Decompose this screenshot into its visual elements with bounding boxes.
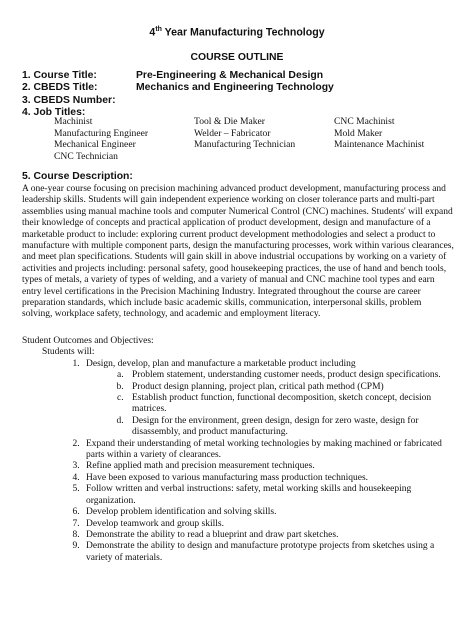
- outcome-item: 2. Expand their understanding of metal working technologies by making machined or fabricated parts within a variety of clearances.: [82, 439, 454, 462]
- outcome-subitem: c. Establish product function, functional decomposition, sketch concept, decision matrices.: [126, 393, 454, 416]
- field-value: Pre-Engineering & Mechanical Design: [136, 70, 324, 81]
- job-title: Machinist: [54, 116, 93, 127]
- outcome-subitem: b. Product design planning, project plan, critical path method (CPM): [126, 382, 454, 393]
- field-value: Mechanics and Engineering Technology: [136, 82, 334, 94]
- job-title: Maintenance Machinist: [334, 139, 425, 151]
- outcome-item: 3. Refine applied math and precision measurement techniques.: [82, 461, 454, 472]
- outcome-subitem: d. Design for the environment, green design, design for zero waste, design for disassembly, and product manufacturing.: [126, 416, 454, 439]
- document-title: [0, 26, 474, 39]
- job-title: [334, 151, 424, 163]
- title-prefix: 4: [149, 26, 156, 39]
- field-cbeds-title: [22, 82, 334, 94]
- job-title: Tool & Die Maker: [194, 116, 265, 127]
- job-row: [54, 128, 424, 140]
- job-title: CNC Machinist: [334, 116, 395, 127]
- field-label: 2. CBEDS Title:: [22, 82, 98, 94]
- job-title: Mechanical Engineer: [54, 139, 136, 151]
- job-titles-table: [54, 116, 424, 162]
- title-text: Year Manufacturing Technology: [161, 26, 325, 39]
- title-superscript: th: [155, 26, 162, 33]
- outcome-item: 4. Have been exposed to various manufacturing mass production techniques.: [82, 473, 454, 484]
- outcome-item: 7. Develop teamwork and group skills.: [82, 519, 454, 530]
- course-outline-heading: COURSE OUTLINE: [190, 52, 284, 63]
- field-label: 4. Job Titles:: [22, 107, 86, 119]
- field-label: 1. Course Title:: [22, 70, 97, 81]
- field-label: 3. CBEDS Number:: [22, 94, 116, 106]
- job-title: Manufacturing Engineer: [54, 127, 149, 139]
- field-course-title: [22, 70, 334, 82]
- outcome-text: Design, develop, plan and manufacture a marketable product including: [86, 358, 356, 369]
- outcome-item: [82, 359, 454, 439]
- outcomes-heading: Student Outcomes and Objectives:: [22, 336, 154, 346]
- outcome-sublist: [86, 370, 454, 438]
- course-description-heading: 5. Course Description:: [22, 171, 133, 182]
- job-title: CNC Technician: [54, 150, 118, 162]
- course-description-text: A one-year course focusing on precision machining advanced product development, manufacturing process and leadership skills. Students will gain independent experience working on closer tolerance parts and multi-part assemblies using manual machine tools and computer Numerical Control (CNC) machines. Students' will expand their knowledge of concepts and practical application of product development, design and manufacture of a marketable product to include: exploring current product development methodologies and select a product to manufacture with multiple component parts, design the manufacturing processes, work within various clearances, and meet plan specifications. Students will gain skill in above industrial occupations by working on a variety of activities and projects including: personal safety, good housekeeping practices, the use of hand and bench tools, types of metals, a variety of types of welding, and a variety of manual and CNC machine tool types and earn entry level certifications in the Precision Machining Industry. Integrated throughout the course are career preparation standards, which include basic academic skills, communication, interpersonal skills, problem solving, workplace safety, technology, and academic and employment literacy.: [22, 184, 454, 320]
- student-outcomes: [22, 336, 454, 564]
- course-fields: [22, 70, 334, 120]
- job-row: [54, 151, 424, 163]
- job-title: Mold Maker: [334, 127, 383, 139]
- outcomes-intro: Students will:: [42, 347, 95, 358]
- job-title: Manufacturing Technician: [194, 139, 296, 151]
- outcome-item: 6. Develop problem identification and solving skills.: [82, 507, 454, 518]
- outcome-subitem: a. Problem statement, understanding customer needs, product design specifications.: [126, 370, 454, 381]
- outcome-item: 5. Follow written and verbal instructions: safety, metal working skills and housekeeping organization.: [82, 484, 454, 507]
- field-cbeds-number: [22, 95, 334, 107]
- outcome-item: 9. Demonstrate the ability to design and manufacture prototype projects from sketches using a variety of materials.: [82, 541, 454, 564]
- outcomes-list: [22, 359, 454, 564]
- job-row: [54, 116, 424, 128]
- outcome-item: 8. Demonstrate the ability to read a blueprint and draw part sketches.: [82, 530, 454, 541]
- job-row: [54, 139, 424, 151]
- job-title: [194, 151, 334, 163]
- job-title: Welder – Fabricator: [194, 127, 271, 139]
